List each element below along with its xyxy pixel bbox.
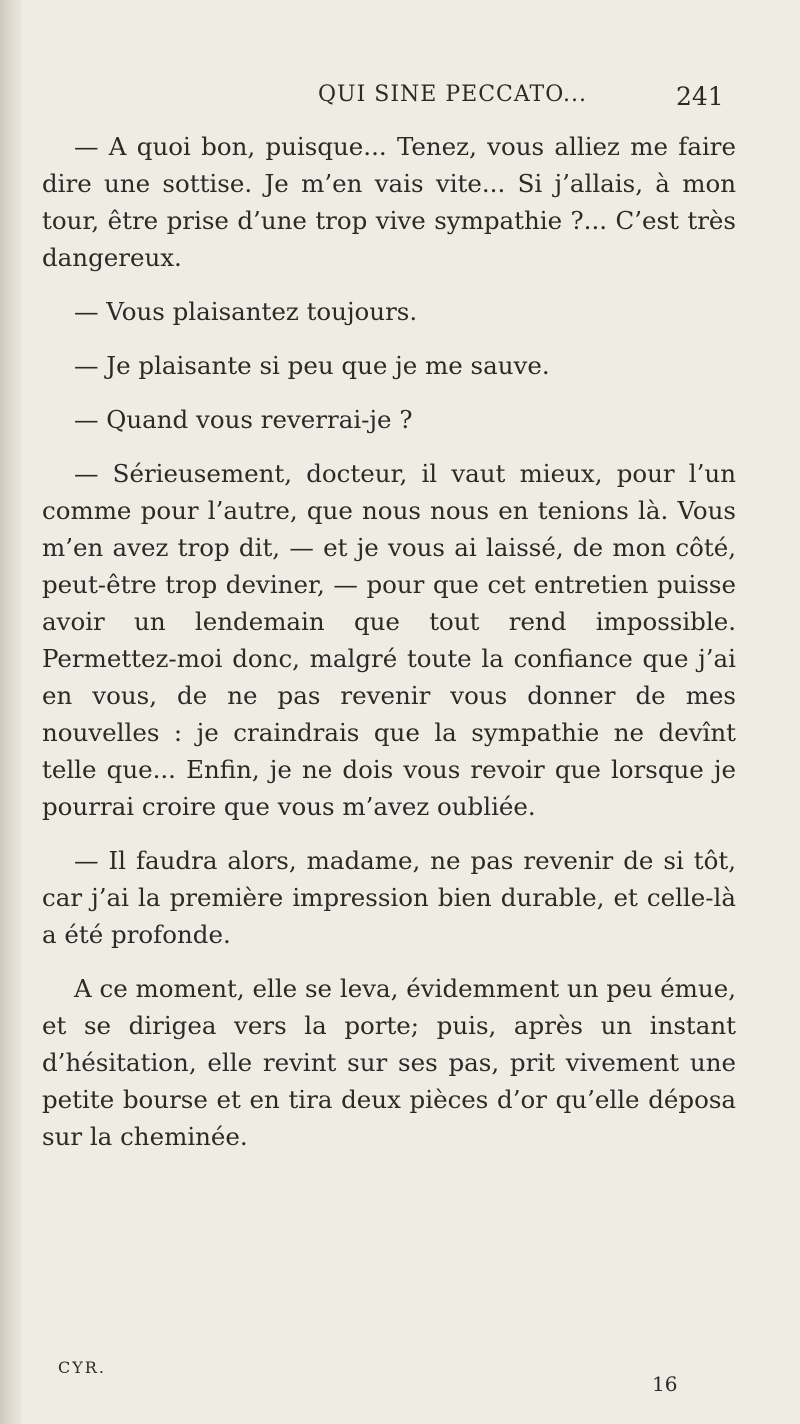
body-text <box>42 128 736 1155</box>
paragraph-4: — Quand vous reverrai-je ? <box>74 405 413 434</box>
paragraph-7: A ce moment, elle se leva, évidemment un peu émue, et se dirigea vers la porte; puis, après un instant d’hésitation, elle revint sur ses pas, prit vivement une petite bourse et en tira deux pièces d’or qu’elle déposa sur la cheminée. <box>42 974 736 1151</box>
paragraph-1: — A quoi bon, puisque... Tenez, vous alliez me faire dire une sottise. Je m’en vais vite... Si j’allais, à mon tour, être prise d’une trop vive sympathie ?... C’est très dangereux. <box>42 132 736 272</box>
paragraph-3: — Je plaisante si peu que je me sauve. <box>74 351 550 380</box>
paragraph-6: — Il faudra alors, madame, ne pas revenir de si tôt, car j’ai la première impression bien durable, et celle-là a été profonde. <box>42 846 736 949</box>
running-head <box>0 78 800 118</box>
printer-signature: CYR. <box>58 1358 106 1377</box>
signature-mark: 16 <box>652 1372 678 1396</box>
running-title: QUI SINE PECCATO... <box>318 82 587 107</box>
paragraph-2: — Vous plaisantez toujours. <box>74 297 418 326</box>
page-number: 241 <box>676 82 724 111</box>
paragraph-5: — Sérieusement, docteur, il vaut mieux, pour l’un comme pour l’autre, que nous nous en tenions là. Vous m’en avez trop dit, — et je vous ai laissé, de mon côté, peut-être trop deviner, — pour que cet entretien puisse avoir un lendemain que tout rend impossible. Permettez-moi donc, malgré toute la confiance que j’ai en vous, de ne pas revenir vous donner de mes nouvelles : je craindrais que la sympathie ne devînt telle que... Enfin, je ne dois vous revoir que lorsque je pourrai croire que vous m’avez oubliée. <box>42 459 736 821</box>
